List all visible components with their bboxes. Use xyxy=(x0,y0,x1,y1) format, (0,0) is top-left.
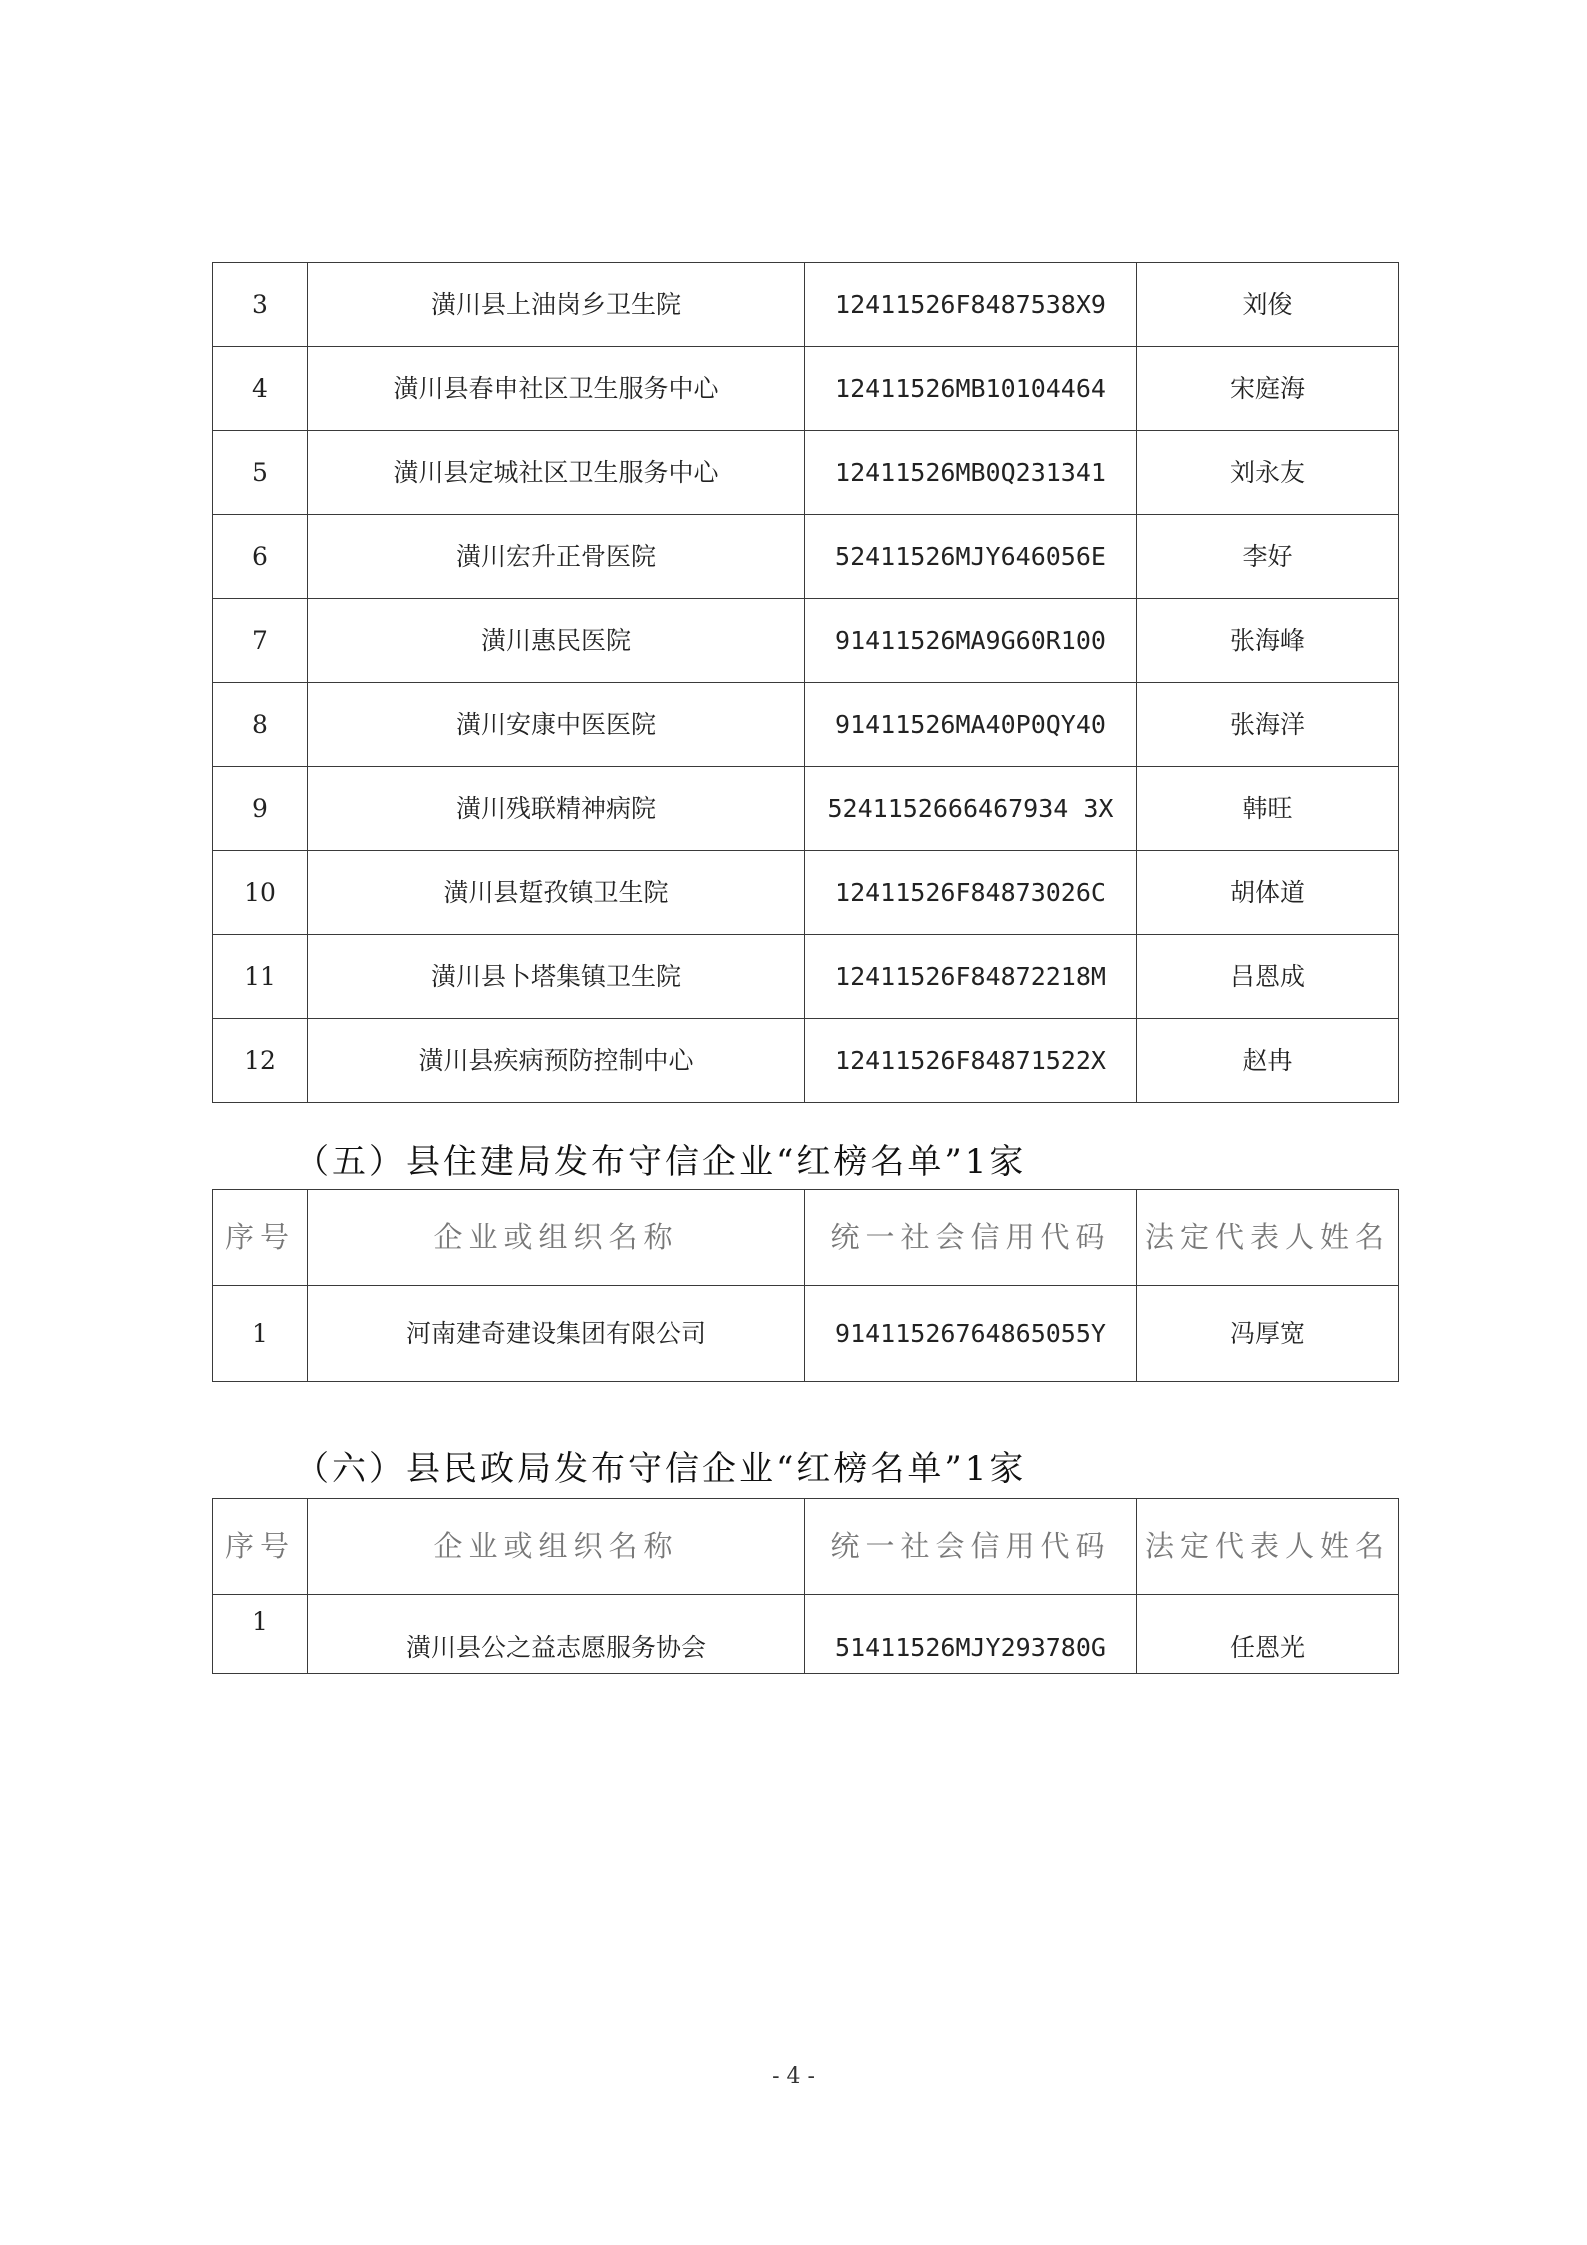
credit-code: 91411526MA40P0QY40 xyxy=(805,683,1137,767)
legal-representative: 张海洋 xyxy=(1137,683,1399,767)
header-credit-code: 统一社会信用代码 xyxy=(805,1190,1137,1286)
credit-code: 5241152666467934 3X xyxy=(805,767,1137,851)
header-credit-code: 统一社会信用代码 xyxy=(805,1499,1137,1595)
table-row xyxy=(213,515,1399,599)
civil-affairs-table xyxy=(212,1498,1399,1674)
table-row xyxy=(213,1019,1399,1103)
credit-code: 12411526F84872218M xyxy=(805,935,1137,1019)
organization-name: 潢川县定城社区卫生服务中心 xyxy=(308,431,805,515)
header-name: 企业或组织名称 xyxy=(308,1190,805,1286)
table-row xyxy=(213,1595,1399,1674)
row-number: 12 xyxy=(213,1019,308,1103)
table-row xyxy=(213,1286,1399,1382)
legal-representative: 宋庭海 xyxy=(1137,347,1399,431)
row-number: 6 xyxy=(213,515,308,599)
legal-representative: 赵冉 xyxy=(1137,1019,1399,1103)
header-name: 企业或组织名称 xyxy=(308,1499,805,1595)
credit-code: 12411526MB10104464 xyxy=(805,347,1137,431)
legal-representative: 刘俊 xyxy=(1137,263,1399,347)
legal-representative: 韩旺 xyxy=(1137,767,1399,851)
row-number: 1 xyxy=(213,1595,308,1674)
legal-representative: 吕恩成 xyxy=(1137,935,1399,1019)
row-number: 10 xyxy=(213,851,308,935)
row-number: 1 xyxy=(213,1286,308,1382)
organization-name: 潢川宏升正骨医院 xyxy=(308,515,805,599)
credit-code: 51411526MJY293780G xyxy=(805,1595,1137,1674)
row-number: 11 xyxy=(213,935,308,1019)
row-number: 8 xyxy=(213,683,308,767)
credit-code: 12411526F8487538X9 xyxy=(805,263,1137,347)
organization-name: 潢川县上油岗乡卫生院 xyxy=(308,263,805,347)
header-number: 序号 xyxy=(213,1190,308,1286)
section-6-title: （六）县民政局发布守信企业“红榜名单”1家 xyxy=(295,1449,1027,1489)
legal-representative: 张海峰 xyxy=(1137,599,1399,683)
legal-representative: 李好 xyxy=(1137,515,1399,599)
table-row xyxy=(213,431,1399,515)
page-number: - 4 - xyxy=(772,2064,815,2089)
table-row xyxy=(213,683,1399,767)
table-row xyxy=(213,599,1399,683)
table-row xyxy=(213,851,1399,935)
header-number: 序号 xyxy=(213,1499,308,1595)
legal-representative: 任恩光 xyxy=(1137,1595,1399,1674)
organization-name: 潢川惠民医院 xyxy=(308,599,805,683)
organization-name: 潢川县春申社区卫生服务中心 xyxy=(308,347,805,431)
table-row xyxy=(213,263,1399,347)
credit-code: 91411526764865055Y xyxy=(805,1286,1137,1382)
row-number: 9 xyxy=(213,767,308,851)
credit-code: 12411526F84871522X xyxy=(805,1019,1137,1103)
header-legal-representative: 法定代表人姓名 xyxy=(1137,1190,1399,1286)
legal-representative: 刘永友 xyxy=(1137,431,1399,515)
table-row xyxy=(213,347,1399,431)
table-row xyxy=(213,935,1399,1019)
section-5-title: （五）县住建局发布守信企业“红榜名单”1家 xyxy=(295,1142,1027,1182)
legal-representative: 冯厚宽 xyxy=(1137,1286,1399,1382)
organization-name: 潢川残联精神病院 xyxy=(308,767,805,851)
row-number: 5 xyxy=(213,431,308,515)
health-institutions-table xyxy=(212,262,1399,1103)
organization-name: 潢川安康中医医院 xyxy=(308,683,805,767)
organization-name: 潢川县踅孜镇卫生院 xyxy=(308,851,805,935)
table-row xyxy=(213,767,1399,851)
row-number: 4 xyxy=(213,347,308,431)
housing-bureau-table xyxy=(212,1189,1399,1382)
header-legal-representative: 法定代表人姓名 xyxy=(1137,1499,1399,1595)
credit-code: 12411526MB0Q231341 xyxy=(805,431,1137,515)
organization-name: 潢川县疾病预防控制中心 xyxy=(308,1019,805,1103)
table-header-row xyxy=(213,1190,1399,1286)
row-number: 7 xyxy=(213,599,308,683)
table-header-row xyxy=(213,1499,1399,1595)
row-number: 3 xyxy=(213,263,308,347)
legal-representative: 胡体道 xyxy=(1137,851,1399,935)
organization-name: 潢川县卜塔集镇卫生院 xyxy=(308,935,805,1019)
organization-name: 河南建奇建设集团有限公司 xyxy=(308,1286,805,1382)
organization-name: 潢川县公之益志愿服务协会 xyxy=(308,1595,805,1674)
credit-code: 91411526MA9G60R100 xyxy=(805,599,1137,683)
credit-code: 12411526F84873026C xyxy=(805,851,1137,935)
credit-code: 52411526MJY646056E xyxy=(805,515,1137,599)
